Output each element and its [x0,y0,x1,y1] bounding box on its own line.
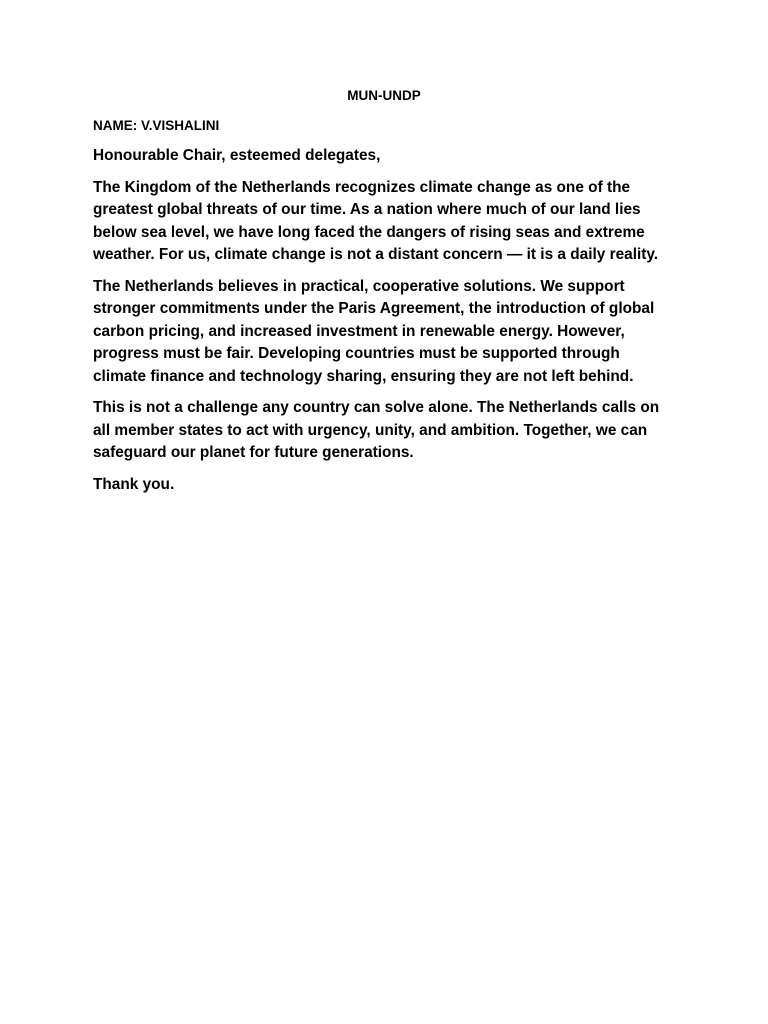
salutation-paragraph: Honourable Chair, esteemed delegates, [93,147,381,164]
speech-body [93,145,675,505]
author-name-line: NAME: V.VISHALINI [93,118,220,133]
closing-paragraph: Thank you. [93,475,175,493]
solutions-paragraph: The Netherlands believes in practical, cooperative solutions. We support stronger commitments under the Paris Agreement, the introduction of global carbon pricing, and increased investment in renewable energy. However, progress must be fair. Developing countries must be supported through climate finance and technology sharing, ensuring they are not left behind. [93,277,655,385]
intro-paragraph: The Kingdom of the Netherlands recognizes climate change as one of the greatest global threats of our time. As a nation where much of our land lies below sea level, we have long faced the dangers of rising seas and extreme weather. For us, climate change is not a distant concern — it is a daily reality. [93,178,659,263]
call-to-action-paragraph: This is not a challenge any country can solve alone. The Netherlands calls on all member states to act with urgency, unity, and ambition. Together, we can safeguard our planet for future generations. [93,399,660,461]
document-title: MUN-UNDP [347,88,421,103]
